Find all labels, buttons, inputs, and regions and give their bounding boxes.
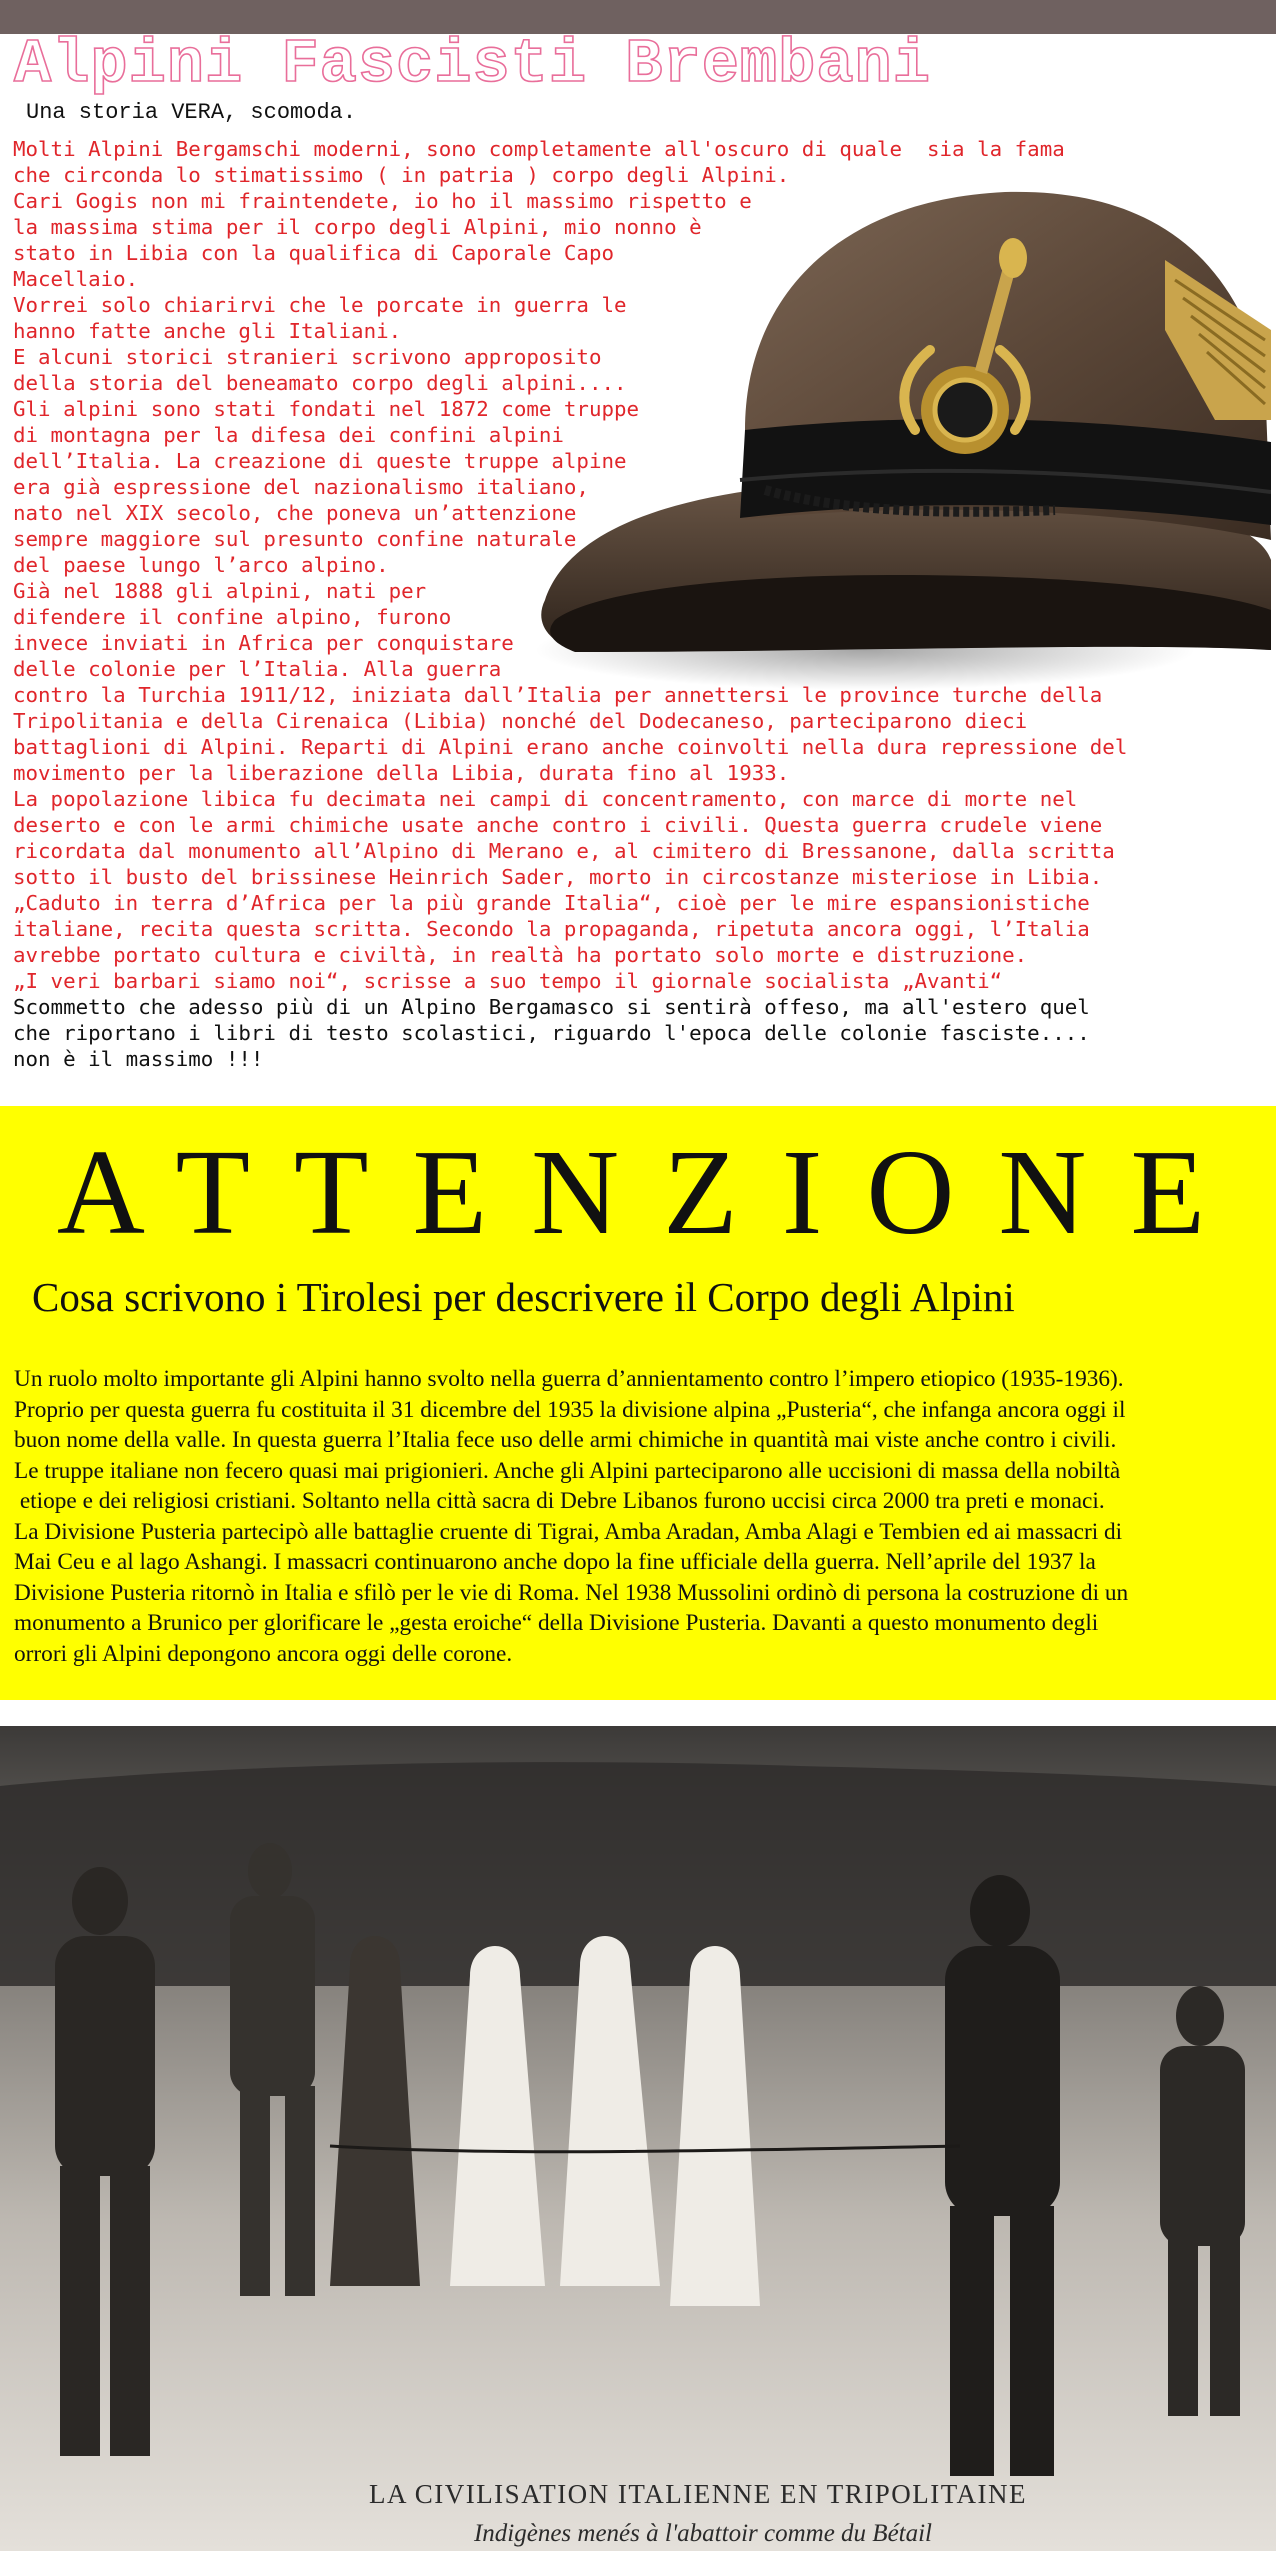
article-line: delle colonie per l’Italia. Alla guerra: [13, 657, 502, 681]
article-line: „Caduto in terra d’Africa per la più grande Italia“, cioè per le mire espansionistiche: [13, 891, 1090, 915]
article-line: avrebbe portato cultura e civiltà, in realtà ha portato solo morte e distruzione.: [13, 943, 1028, 967]
article-line: era già espressione del nazionalismo italiano,: [13, 475, 589, 499]
article-line: nato nel XIX secolo, che poneva un’attenzione: [13, 501, 577, 525]
article-line: sempre maggiore sul presunto confine naturale: [13, 527, 577, 551]
notice-line: Le truppe italiane non fecero quasi mai prigionieri. Anche gli Alpini parteciparono alle uccisioni di massa della nobiltà: [14, 1457, 1121, 1484]
article-line: movimento per la liberazione della Libia, durata fino al 1933.: [13, 761, 790, 785]
page-subtitle: Una storia VERA, scomoda.: [26, 100, 357, 125]
notice-line: Un ruolo molto importante gli Alpini hanno svolto nella guerra d’annientamento contro l’impero etiopico (1935-1936).: [14, 1366, 1124, 1392]
article-line: deserto e con le armi chimiche usate anche contro i civili. Questa guerra crudele viene: [13, 813, 1103, 837]
article-line: della storia del beneamato corpo degli alpini....: [13, 371, 627, 395]
notice-line: Divisione Pusteria ritornò in Italia e sfilò per le vie di Roma. Nel 1938 Mussolini ordinò di persona la costruzione di un: [14, 1579, 1129, 1606]
notice-subheading: Cosa scrivono i Tirolesi per descrivere il Corpo degli Alpini: [32, 1274, 1015, 1320]
article-line: dell’Italia. La creazione di queste truppe alpine: [13, 449, 627, 473]
article-line: E alcuni storici stranieri scrivono approposito: [13, 345, 602, 369]
historical-photo-graphic: [0, 1726, 1276, 2551]
article-line: Tripolitania e della Cirenaica (Libia) nonché del Dodecaneso, parteciparono dieci: [13, 709, 1028, 733]
notice-body: [14, 1364, 1264, 1669]
article-line: Macellaio.: [13, 267, 139, 291]
article-line: Vorrei solo chiarirvi che le porcate in guerra le: [13, 293, 627, 317]
notice-heading: ATTENZIONE: [56, 1125, 1250, 1260]
notice-line: Mai Ceu e al lago Ashangi. I massacri continuarono anche dopo la fine ufficiale della guerra. Nell’aprile del 1937 la: [14, 1549, 1096, 1575]
article-line: che circonda lo stimatissimo ( in patria ) corpo degli Alpini.: [13, 163, 790, 187]
notice-line: Proprio per questa guerra fu costituita il 31 dicembre del 1935 la divisione alpina „Pusteria“, che infanga ancora oggi il: [14, 1396, 1126, 1423]
article-line: Già nel 1888 gli alpini, nati per: [13, 579, 427, 603]
article-line: stato in Libia con la qualifica di Caporale Capo: [13, 241, 614, 265]
article-line: sotto il busto del brissinese Heinrich Sader, morto in circostanze misteriose in Libia.: [13, 865, 1103, 889]
photo-caption-subtitle: Indigènes menés à l'abattoir comme du Bétail: [473, 2520, 933, 2547]
article-line: invece inviati in Africa per conquistare: [13, 631, 514, 655]
article-line: hanno fatte anche gli Italiani.: [13, 319, 402, 343]
article-line: Gli alpini sono stati fondati nel 1872 come truppe: [13, 397, 640, 421]
historical-photo: [0, 1726, 1276, 2551]
notice-line: monumento a Brunico per glorificare le „gesta eroiche“ della Divisione Pusteria. Davanti a questo monumento degli: [14, 1610, 1099, 1636]
closing-line: che riportano i libri di testo scolastici, riguardo l'epoca delle colonie fasciste....: [13, 1021, 1090, 1045]
notice-line: etiope e dei religiosi cristiani. Soltanto nella città sacra di Debre Libanos furono uccisi circa 2000 tra preti e monaci.: [14, 1488, 1105, 1514]
article-line: La popolazione libica fu decimata nei campi di concentramento, con marce di morte nel: [13, 787, 1078, 811]
article-text: [13, 136, 1263, 1072]
photo-caption-title: LA CIVILISATION ITALIENNE EN TRIPOLITAINE: [368, 2479, 1028, 2509]
article-line: la massima stima per il corpo degli Alpini, mio nonno è: [13, 215, 702, 239]
article-line: difendere il confine alpino, furono: [13, 605, 452, 629]
article-line: battaglioni di Alpini. Reparti di Alpini erano anche coinvolti nella dura repressione del: [13, 735, 1128, 759]
notice-line: La Divisione Pusteria partecipò alle battaglie cruente di Tigrai, Amba Aradan, Amba Alagi e Tembien ed ai massacri di: [14, 1518, 1123, 1545]
article-line: italiane, recita questa scritta. Secondo la propaganda, ripetuta ancora oggi, l’Italia: [13, 917, 1090, 941]
article-line: Cari Gogis non mi fraintendete, io ho il massimo rispetto e: [13, 189, 752, 213]
article-line: „I veri barbari siamo noi“, scrisse a suo tempo il giornale socialista „Avanti“: [13, 969, 1003, 993]
article-line: di montagna per la difesa dei confini alpini: [13, 423, 564, 447]
article-line: Molti Alpini Bergamschi moderni, sono completamente all'oscuro di quale sia la fama: [13, 137, 1065, 161]
article-line: contro la Turchia 1911/12, iniziata dall’Italia per annettersi le province turche della: [13, 683, 1103, 707]
closing-line: Scommetto che adesso più di un Alpino Bergamasco si sentirà offeso, ma all'estero quel: [13, 995, 1090, 1019]
notice-line: orrori gli Alpini depongono ancora oggi delle corone.: [14, 1640, 513, 1667]
article-line: ricordata dal monumento all’Alpino di Merano e, al cimitero di Bressanone, dalla scritta: [13, 839, 1115, 863]
page-title: Alpini Fascisti Brembani: [14, 29, 931, 100]
notice-line: buon nome della valle. In questa guerra l’Italia fece uso delle armi chimiche in quantità mai viste anche contro i civili.: [14, 1427, 1117, 1453]
closing-line: non è il massimo !!!: [13, 1047, 264, 1071]
article-line: del paese lungo l’arco alpino.: [13, 553, 389, 577]
